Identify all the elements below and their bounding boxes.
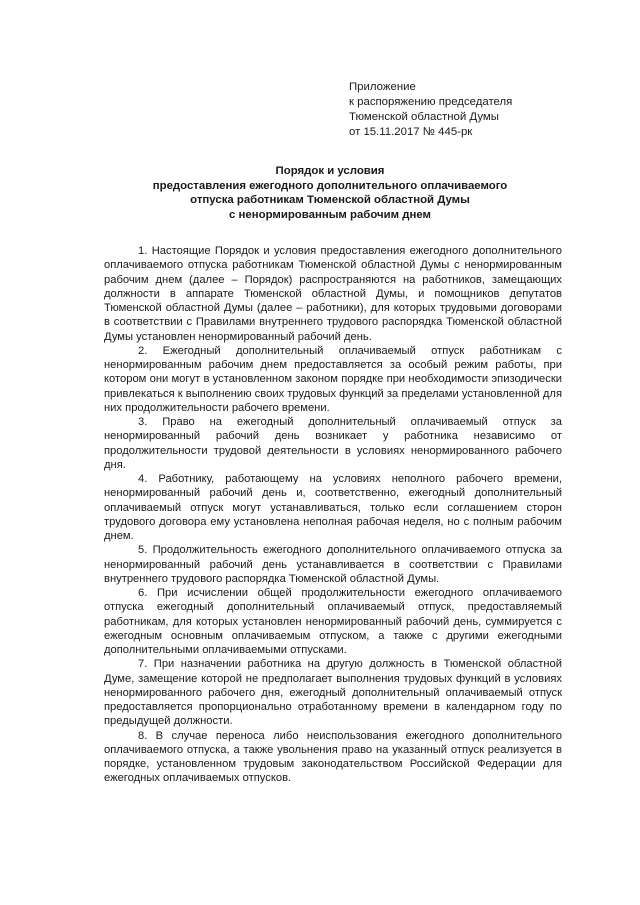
title-line: отпуска работникам Тюменской областной Думы (190, 194, 470, 206)
paragraph-5: 5. Продолжительность ежегодного дополнительного оплачиваемого отпуска за ненормированный рабочий день устанавливается в соответствии с Правилами внутреннего трудового распорядка Тюменской областной Думы. (104, 544, 562, 585)
paragraph-1: 1. Настоящие Порядок и условия предоставления ежегодного дополнительного оплачиваемого отпуска работникам Тюменской областной Думы с ненормированным рабочим днем (далее – Порядок) распространяются на работников, замещающих должности в аппарате Тюменской областной Думы, и помощников депутатов Тюменской областной Думы (далее – работники), для которых трудовыми договорами в соответствии с Правилами внутреннего трудового распорядка Тюменской областной Думы установлен ненормированный рабочий день. (104, 245, 562, 343)
title-line: с ненормированным рабочим днем (229, 208, 431, 221)
appendix-line: Приложение (349, 81, 416, 93)
title-line: предоставления ежегодного дополнительного оплачиваемого (152, 179, 508, 192)
appendix-line: к распоряжению председателя (349, 96, 513, 108)
document-title (100, 164, 560, 222)
paragraph-7: 7. При назначении работника на другую должность в Тюменской областной Думе, замещение которой не предполагает выполнения трудовых функций в условиях ненормированного рабочего дня, ежегодный дополнительный оплачиваемый отпуск предоставляется пропорционально отработанному времени в календарном году по предыдущей должности. (104, 658, 562, 728)
appendix-block (349, 80, 512, 140)
paragraph-2: 2. Ежегодный дополнительный оплачиваемый отпуск работникам с ненормированным рабочим днем предоставляется за особый режим работы, при котором они могут в установленном законом порядке при необходимости эпизодически привлекаться к выполнению своих трудовых функций за пределами установленной для них продолжительности рабочего времени. (104, 344, 562, 414)
document-body (104, 244, 562, 786)
appendix-line: от 15.11.2017 № 445-рк (349, 126, 473, 138)
paragraph-3: 3. Право на ежегодный дополнительный оплачиваемый отпуск за ненормированный рабочий день возникает у работника независимо от продолжительности трудовой деятельности в условиях ненормированного рабочего дня. (104, 416, 562, 471)
title-line: Порядок и условия (275, 165, 385, 177)
paragraph-6: 6. При исчислении общей продолжительности ежегодного оплачиваемого отпуска ежегодный дополнительный оплачиваемый отпуск, предоставляемый работникам, для которых установлен ненормированный рабочий день, суммируется с ежегодным основным оплачиваемым отпуском, а также с другими ежегодными дополнительными оплачиваемыми отпусками. (104, 587, 562, 656)
paragraph-4: 4. Работнику, работающему на условиях неполного рабочего времени, ненормированный рабочий день и, соответственно, ежегодный дополнительный оплачиваемый отпуск могут устанавливаться, только если соглашением сторон трудового договора ему установлена неполная рабочая неделя, но с полным рабочим днем. (104, 473, 562, 542)
paragraph-8: 8. В случае переноса либо неиспользования ежегодного дополнительного оплачиваемого отпуска, а также увольнения право на указанный отпуск реализуется в порядке, установленном трудовым законодательством Российской Федерации для ежегодных оплачиваемых отпусков. (104, 729, 562, 785)
appendix-line: Тюменской областной Думы (349, 111, 499, 123)
